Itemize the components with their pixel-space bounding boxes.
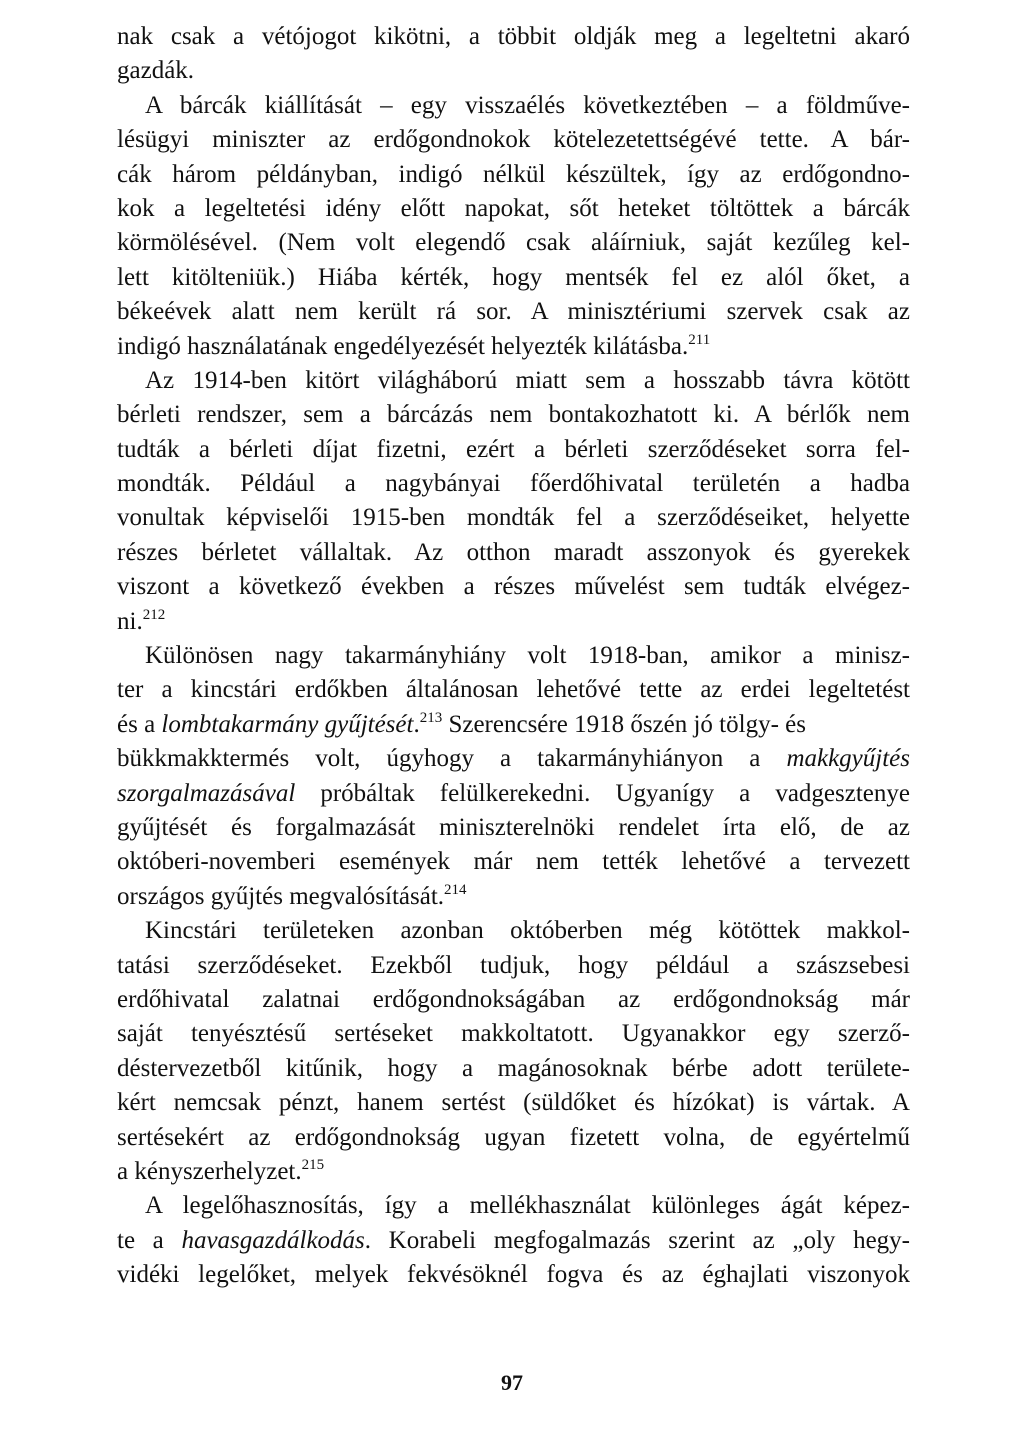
text-line <box>117 673 910 707</box>
page-number: 97 <box>501 1370 523 1395</box>
text-line <box>117 1017 910 1051</box>
text-line <box>117 364 910 398</box>
text-line <box>117 123 910 157</box>
line-text: ter a kincstári erdőkben általánosan lehetővé tette az erdei legeltetést <box>117 676 910 704</box>
line-text: mondták. Például a nagybányai főerdőhivatal területén a hadba <box>117 470 910 498</box>
text-line <box>117 1155 910 1189</box>
text-line <box>117 330 910 364</box>
footnote-ref: 212 <box>142 606 166 623</box>
line-text: tudták a bérleti díjat fizetni, ezért a bérleti szerződéseket sorra fel- <box>117 435 910 463</box>
line-text: Kincstári területeken azonban októberben még kötöttek makkol- <box>145 917 910 945</box>
line-text: bükkmakktermés volt, úgyhogy a takarmányhiányon a makkgyűjtés <box>117 745 910 773</box>
text-line <box>117 295 910 329</box>
text-line <box>117 536 910 570</box>
line-text: vidéki legelőket, melyek fekvésöknél fogva és az éghajlati viszonyok <box>117 1261 910 1289</box>
text-line <box>117 261 910 295</box>
line-text: nak csak a vétójogot kikötni, a többit oldják meg a legeltetni akaró <box>117 23 910 50</box>
text-line <box>117 845 910 879</box>
line-text: Az 1914-ben kitört világháború miatt sem a hosszabb távra kötött <box>145 366 910 394</box>
text-line <box>117 639 910 673</box>
line-text: gyűjtését és forgalmazását miniszterelnöki rendelet írta elő, de az <box>117 813 910 841</box>
text-line <box>117 708 910 742</box>
text-line <box>117 89 910 123</box>
line-text: vonultak képviselői 1915-ben mondták fel a szerződéseiket, helyette <box>117 504 910 532</box>
line-text: tatási szerződéseket. Ezekből tudjuk, hogy például a szászsebesi <box>117 951 910 979</box>
footnote-ref: 215 <box>301 1156 325 1173</box>
text-line <box>117 777 910 811</box>
line-text: viszont a következő években a részes művelést sem tudták elvégez- <box>117 573 910 601</box>
text-line <box>117 811 910 845</box>
text-line <box>117 914 910 948</box>
text-line <box>117 1258 910 1292</box>
text-line <box>117 54 910 88</box>
text-line <box>117 949 910 983</box>
line-text: erdőhivatal zalatnai erdőgondnokságában az erdőgondnokság már <box>117 985 910 1013</box>
text-line <box>117 1224 910 1258</box>
line-text: a kényszerhelyzet. <box>117 1157 302 1185</box>
text-line <box>117 501 910 535</box>
text-line <box>117 742 910 776</box>
body-text <box>117 20 910 1292</box>
text-line <box>117 1052 910 1086</box>
footnote-ref: 211 <box>688 331 711 348</box>
line-text: sertésekért az erdőgondnokság ugyan fizetett volna, de egyértelmű <box>117 1123 910 1151</box>
line-text: szorgalmazásával próbáltak felülkerekedni. Ugyanígy a vadgesztenye <box>117 779 910 807</box>
line-text: kért nemcsak pénzt, hanem sertést (süldőket és hízókat) is vártak. A <box>117 1089 910 1117</box>
footnote-ref: 214 <box>444 881 467 898</box>
line-text: A legelőhasznosítás, így a mellékhasználat különleges ágát képez- <box>145 1192 910 1220</box>
text-line <box>117 192 910 226</box>
text-line <box>117 398 910 432</box>
line-text: te a havasgazdálkodás. Korabeli megfogalmazás szerint az „oly hegy- <box>117 1226 911 1254</box>
line-text: körmölésével. (Nem volt elegendő csak aláírniuk, saját kezűleg kel- <box>117 229 910 257</box>
text-line <box>117 570 910 604</box>
line-text: déstervezetből kitűnik, hogy a magánosoknak bérbe adott területe- <box>117 1054 910 1082</box>
line-text: részes bérletet vállaltak. Az otthon maradt asszonyok és gyerekek <box>117 538 910 566</box>
text-line <box>117 20 910 54</box>
text-line <box>117 880 910 914</box>
line-text: Különösen nagy takarmányhiány volt 1918-ban, amikor a minisz- <box>145 642 910 670</box>
line-text-continued: Szerencsére 1918 őszén jó tölgy- és <box>442 710 806 738</box>
line-text: békeévek alatt nem került rá sor. A minisztériumi szervek csak az <box>117 298 910 326</box>
text-line <box>117 467 910 501</box>
line-text: bérleti rendszer, sem a bárcázás nem bontakozhatott ki. A bérlők nem <box>117 401 910 429</box>
line-text: cák három példányban, indigó nélkül készültek, így az erdőgondno- <box>117 160 910 188</box>
text-line <box>117 605 910 639</box>
line-text: lett kitölteniük.) Hiába kérték, hogy mentsék fel ez alól őket, a <box>117 263 910 291</box>
line-text: és a lombtakarmány gyűjtését. <box>117 710 420 738</box>
text-line <box>117 226 910 260</box>
line-text: saját tenyésztésű sertéseket makkoltatott. Ugyanakkor egy szerző- <box>117 1020 910 1048</box>
text-line <box>117 433 910 467</box>
line-text: ni. <box>117 607 143 635</box>
text-line <box>117 983 910 1017</box>
line-text: gazdák. <box>117 57 195 85</box>
line-text: A bárcák kiállítását – egy visszaélés következtében – a földműve- <box>145 91 910 119</box>
text-line <box>117 1189 910 1223</box>
line-text: októberi-novemberi események már nem tették lehetővé a tervezett <box>117 848 910 876</box>
text-line <box>117 1086 910 1120</box>
text-line <box>117 1121 910 1155</box>
text-line <box>117 158 910 192</box>
line-text: országos gyűjtés megvalósítását. <box>117 882 445 910</box>
line-text: lésügyi miniszter az erdőgondnokok kötelezetettségévé tette. A bár- <box>117 126 910 154</box>
footnote-ref: 213 <box>419 709 443 726</box>
line-text: kok a legeltetési idény előtt napokat, sőt heteket töltöttek a bárcák <box>117 194 910 222</box>
line-text: indigó használatának engedélyezését helyezték kilátásba. <box>117 332 689 360</box>
